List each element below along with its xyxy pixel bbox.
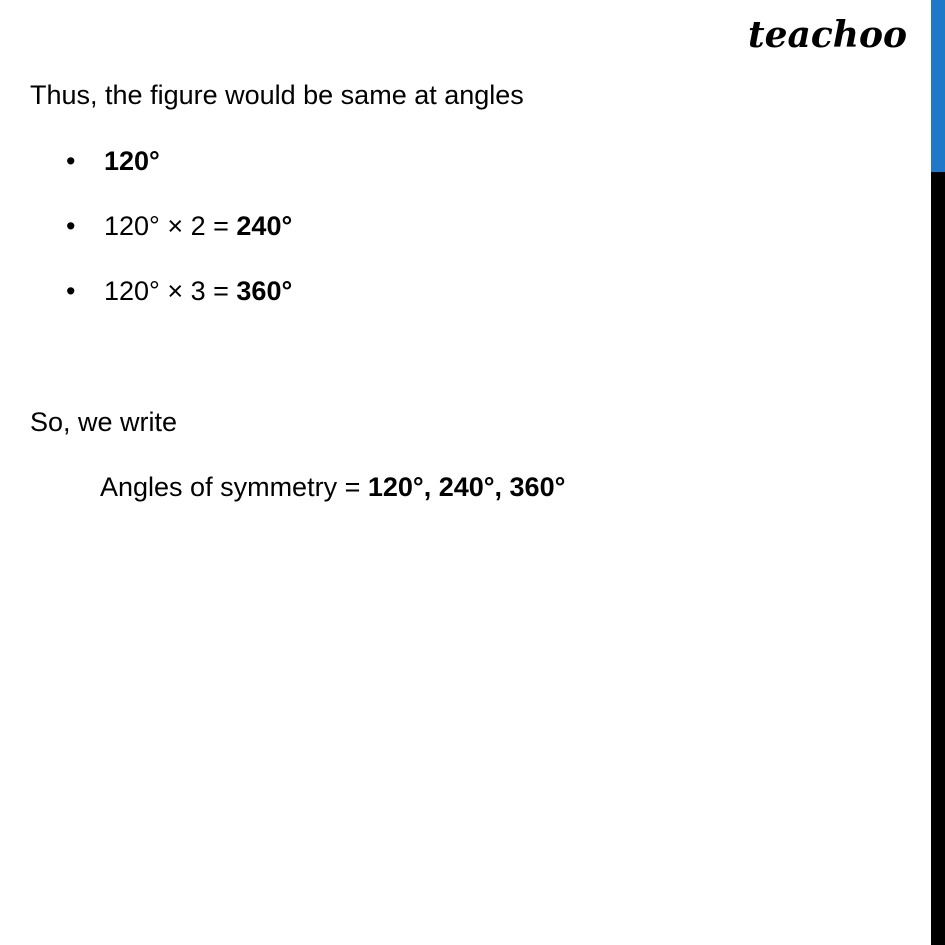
bullet-item-3: [104, 274, 292, 308]
bullet-dot-3: •: [66, 276, 76, 306]
bullet-2-value: 240°: [236, 211, 293, 241]
bullet-dot-1: •: [66, 146, 76, 176]
teachoo-logo: teachoo: [748, 14, 907, 56]
conclusion-value: 120°, 240°, 360°: [367, 472, 566, 502]
bullet-1-value: 120°: [104, 146, 160, 176]
conclusion-statement: [100, 470, 565, 504]
bullet-dot-2: •: [66, 211, 76, 241]
bullet-3-prefix: 120° × 3 =: [104, 276, 237, 306]
bullet-item-1: [104, 144, 160, 178]
bullet-3-value: 360°: [236, 276, 293, 306]
conclusion-intro: So, we write: [30, 407, 178, 437]
bullet-2-prefix: 120° × 2 =: [104, 211, 237, 241]
side-scrollbar-thumb[interactable]: [931, 0, 945, 172]
conclusion-label: Angles of symmetry =: [100, 472, 368, 502]
bullet-item-2: [104, 209, 292, 243]
intro-text: Thus, the figure would be same at angles: [30, 80, 524, 110]
